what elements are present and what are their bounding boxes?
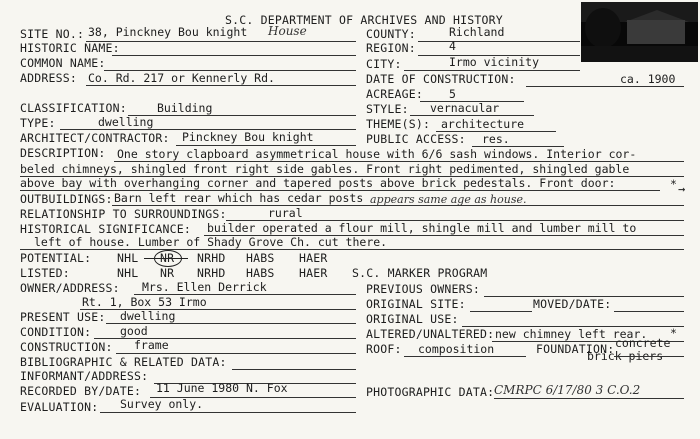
potential-nr-strike [144, 258, 188, 259]
relationship-value: rural [268, 206, 303, 220]
site-no-value: 38, Pinckney Bou knight [88, 25, 248, 39]
public-access-label: PUBLIC ACCESS: [366, 132, 466, 146]
construction-value: frame [134, 338, 169, 352]
date-construction-value: ca. 1900 [620, 72, 676, 86]
site-no-label: SITE NO.: [20, 27, 85, 41]
original-site-label: ORIGINAL SITE: [366, 297, 466, 311]
previous-owners-label: PREVIOUS OWNERS: [366, 282, 480, 296]
altered-label: ALTERED/UNALTERED: [366, 327, 495, 341]
arrow-right-icon: → [678, 182, 686, 196]
description-line-3: above bay with overhanging corner and tapered posts above brick pedestals. Front door: [20, 176, 616, 190]
historical-line-2: left of house. Lumber of Shady Grove Ch. cut there. [34, 235, 388, 249]
region-value: 4 [449, 39, 456, 53]
style-label: STYLE: [366, 102, 409, 116]
common-name-label: COMMON NAME: [20, 56, 106, 70]
type-label: TYPE: [20, 116, 56, 130]
public-access-value: res. [482, 132, 510, 146]
acreage-value: 5 [449, 87, 456, 101]
marker-program: S.C. MARKER PROGRAM [352, 266, 488, 280]
outbuildings-handwritten: appears same age as house. [370, 193, 527, 206]
listed-label: LISTED: [20, 266, 70, 280]
moved-date-label: MOVED/DATE: [533, 297, 612, 311]
photographic-handwritten: CMRPC 6/17/80 3 C.O.2 [494, 383, 641, 397]
style-value: vernacular [430, 101, 500, 115]
recorded-value: 11 June 1980 N. Fox [156, 381, 288, 395]
bibliographic-label: BIBLIOGRAPHIC & RELATED DATA: [20, 355, 227, 369]
listed-haer: HAER [299, 266, 328, 280]
description-line-2: beled chimneys, shingled front right side gables. Front right pedimented, shingled gable [20, 162, 630, 176]
listed-nr: NR [160, 266, 175, 280]
potential-nhl: NHL [117, 251, 139, 265]
themes-label: THEME(S): [366, 117, 431, 131]
themes-value: architecture [441, 117, 525, 131]
outbuildings-label: OUTBUILDINGS: [20, 192, 113, 206]
description-label: DESCRIPTION: [20, 146, 106, 160]
form-header: S.C. DEPARTMENT OF ARCHIVES AND HISTORY [225, 13, 503, 27]
outbuildings-value: Barn left rear which has cedar posts [114, 191, 364, 205]
county-label: COUNTY: [366, 27, 416, 41]
address-label: ADDRESS: [20, 71, 77, 85]
historical-line-1: builder operated a flour mill, shingle mill and lumber mill to [207, 221, 637, 235]
original-use-label: ORIGINAL USE: [366, 312, 459, 326]
present-use-value: dwelling [120, 309, 176, 323]
potential-nrhd: NRHD [197, 251, 226, 265]
date-construction-label: DATE OF CONSTRUCTION: [366, 72, 516, 86]
present-use-label: PRESENT USE: [20, 310, 106, 324]
region-label: REGION: [366, 41, 416, 55]
historical-label: HISTORICAL SIGNIFICANCE: [20, 222, 191, 236]
foundation-value-2: brick piers [587, 349, 664, 363]
architect-label: ARCHITECT/CONTRACTOR: [20, 131, 170, 145]
city-label: CITY: [366, 57, 402, 71]
foundation-label: FOUNDATION: [536, 342, 615, 356]
classification-value: Building [157, 101, 213, 115]
potential-nr: NR [160, 251, 175, 265]
county-value: Richland [449, 25, 505, 39]
classification-label: CLASSIFICATION: [20, 101, 127, 115]
address-value: Co. Rd. 217 or Kennerly Rd. [88, 71, 275, 85]
construction-label: CONSTRUCTION: [20, 340, 113, 354]
owner-label: OWNER/ADDRESS: [20, 281, 120, 295]
listed-nrhd: NRHD [197, 266, 226, 280]
potential-haer: HAER [299, 251, 328, 265]
foundation-value-1: concrete [615, 336, 671, 350]
potential-habs: HABS [246, 251, 275, 265]
altered-star: * [670, 326, 677, 340]
listed-nhl: NHL [117, 266, 139, 280]
relationship-label: RELATIONSHIP TO SURROUNDINGS: [20, 207, 227, 221]
condition-label: CONDITION: [20, 325, 92, 339]
roof-label: ROOF: [366, 342, 402, 356]
description-line-1: One story clapboard asymmetrical house with 6/6 sash windows. Interior cor- [117, 147, 637, 161]
architect-value: Pinckney Bou knight [182, 130, 314, 144]
photographic-label: PHOTOGRAPHIC DATA: [366, 385, 495, 399]
owner-line-1: Mrs. Ellen Derrick [142, 280, 267, 294]
condition-value: good [120, 324, 148, 338]
evaluation-label: EVALUATION: [20, 400, 99, 414]
listed-habs: HABS [246, 266, 275, 280]
informant-label: INFORMANT/ADDRESS: [20, 369, 149, 383]
description-star: * [670, 177, 677, 191]
city-value: Irmo vicinity [449, 55, 540, 69]
altered-value: new chimney left rear. [495, 327, 648, 341]
site-no-handwritten: House [268, 24, 307, 38]
owner-line-2: Rt. 1, Box 53 Irmo [82, 295, 207, 309]
potential-label: POTENTIAL: [20, 251, 92, 265]
type-value: dwelling [98, 115, 154, 129]
acreage-label: ACREAGE: [366, 87, 423, 101]
house-photograph [581, 2, 698, 62]
recorded-label: RECORDED BY/DATE: [20, 384, 142, 398]
historic-name-label: HISTORIC NAME: [20, 41, 120, 55]
evaluation-value: Survey only. [120, 397, 204, 411]
roof-value: composition [418, 342, 495, 356]
